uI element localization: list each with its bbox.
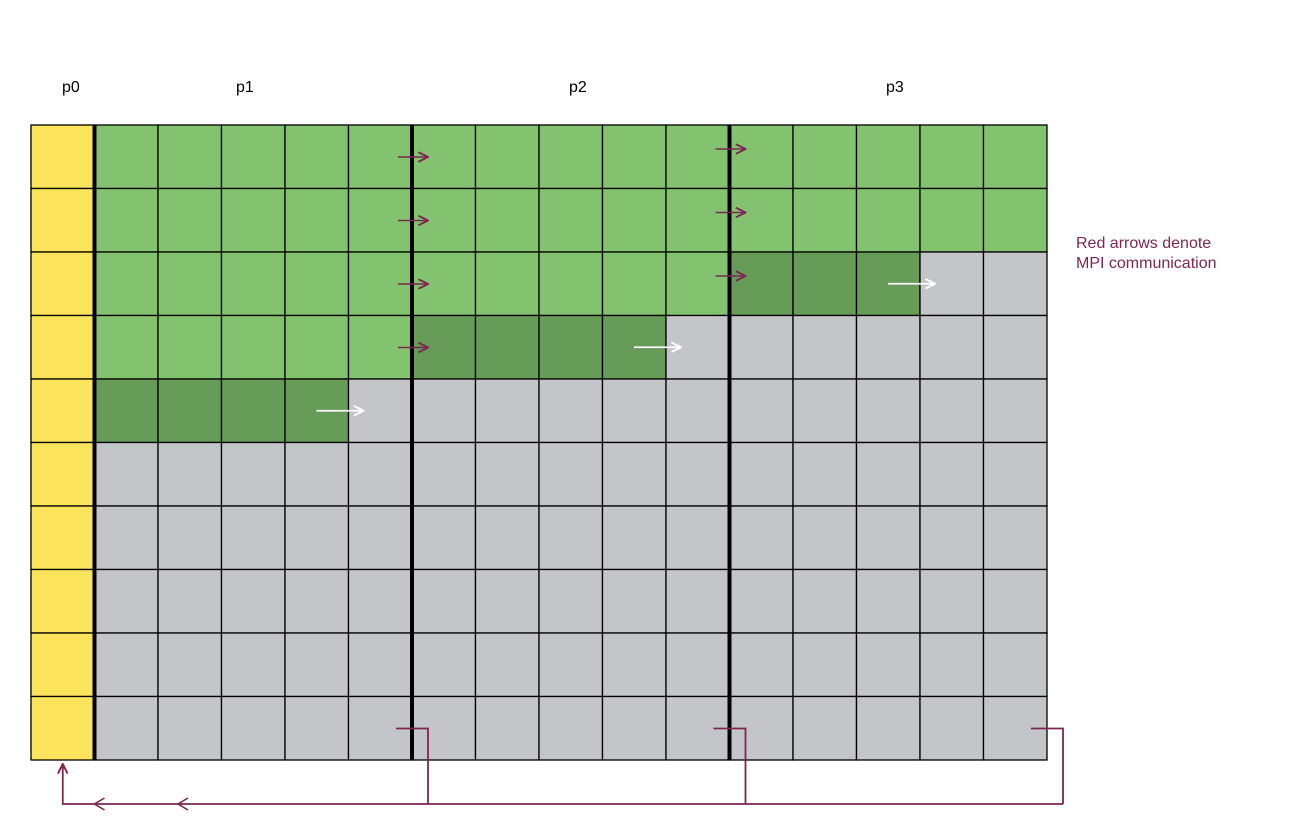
legend-line-2: MPI communication [1076,255,1217,272]
process-label-p3: p3 [886,79,904,96]
grid-cell-pending [539,379,603,443]
grid-cell-pending [349,506,413,570]
grid-cell-boundary [31,252,95,316]
grid-cell-pending [984,506,1048,570]
grid-cell-active [539,316,603,380]
grid-cell-pending [793,697,857,761]
grid-cell-pending [603,506,667,570]
grid-cell-pending [349,443,413,507]
grid-cell-computed [95,125,159,189]
grid-cell-pending [412,443,476,507]
grid-cell-computed [603,125,667,189]
grid-cell-computed [666,189,730,253]
grid-cell-pending [984,316,1048,380]
grid-cell-pending [412,506,476,570]
grid-cell-pending [920,697,984,761]
grid-cell-pending [539,570,603,634]
grid-cell-computed [158,252,222,316]
grid-cell-computed [793,189,857,253]
grid-cell-computed [476,125,540,189]
grid-cell-computed [920,125,984,189]
grid-cell-pending [603,633,667,697]
grid-cell-pending [285,506,349,570]
wrap-bus-wire [63,764,1063,804]
grid-cell-boundary [31,443,95,507]
grid-cell-pending [412,633,476,697]
grid-cell-computed [603,189,667,253]
grid-cell-pending [793,633,857,697]
grid-cell-pending [666,633,730,697]
grid-cell-pending [285,570,349,634]
grid-cell-pending [95,443,159,507]
grid-cell-computed [539,252,603,316]
legend-line-1: Red arrows denote [1076,235,1212,252]
grid-cell-computed [539,189,603,253]
grid-cell-pending [285,633,349,697]
grid-cell-pending [476,443,540,507]
grid-cell-pending [222,443,286,507]
grid-cell-pending [857,697,921,761]
grid-cell-boundary [31,570,95,634]
grid-cell-pending [603,570,667,634]
grid-cell-pending [95,570,159,634]
process-label-p1: p1 [236,79,254,96]
grid-cell-computed [222,189,286,253]
grid-cell-pending [158,633,222,697]
grid-cell-pending [158,697,222,761]
grid-cell-computed [476,189,540,253]
grid-cell-computed [222,125,286,189]
grid-cell-pending [539,443,603,507]
grid-cell-computed [730,125,794,189]
grid-cell-pending [158,443,222,507]
grid-cell-pending [476,697,540,761]
grid-cell-pending [349,570,413,634]
grid-cell-computed [539,125,603,189]
grid-cell-computed [603,252,667,316]
grid-cell-pending [857,633,921,697]
grid-cell-computed [95,316,159,380]
grid-cell-pending [222,633,286,697]
grid-cell-pending [222,697,286,761]
grid-cell-pending [857,443,921,507]
grid-cell-computed [158,125,222,189]
grid-cell-pending [95,633,159,697]
grid-cell-computed [984,189,1048,253]
grid-cell-pending [285,443,349,507]
grid-cell-active [730,252,794,316]
grid-cell-pending [920,443,984,507]
grid-cell-pending [920,570,984,634]
grid-cell-computed [95,252,159,316]
grid-cell-computed [285,125,349,189]
grid-cell-active [476,316,540,380]
grid-cell-computed [666,252,730,316]
grid-cell-pending [158,506,222,570]
grid-cell-pending [730,316,794,380]
grid-cell-pending [539,697,603,761]
grid-cell-computed [285,316,349,380]
grid-cell-pending [539,506,603,570]
grid-cell-pending [920,506,984,570]
process-label-p0: p0 [62,79,80,96]
grid-cell-pending [857,316,921,380]
grid-cell-computed [285,189,349,253]
grid-cell-computed [222,252,286,316]
legend [1076,235,1217,272]
grid-cell-pending [984,443,1048,507]
grid-cell-computed [793,125,857,189]
grid-cell-pending [476,379,540,443]
grid-cell-pending [222,506,286,570]
grid-cell-pending [666,379,730,443]
grid-cell-pending [984,252,1048,316]
grid-cell-computed [222,316,286,380]
grid-cell-computed [95,189,159,253]
grid-cell-pending [793,316,857,380]
grid-cell-boundary [31,633,95,697]
grid-cell-pending [857,570,921,634]
grid-cell-pending [349,633,413,697]
grid-cell-computed [158,189,222,253]
grid-cell-pending [285,697,349,761]
grid-cell-pending [920,379,984,443]
grid-cell-computed [857,189,921,253]
grid-cell-pending [222,570,286,634]
grid-cell-computed [730,189,794,253]
grid-cell-pending [476,570,540,634]
grid-cell-pending [666,443,730,507]
grid-cell-boundary [31,189,95,253]
grid-cell-pending [984,379,1048,443]
grid-cell-pending [95,697,159,761]
grid-cell-active [95,379,159,443]
grid-cell-pending [95,506,159,570]
grid-cell-pending [793,379,857,443]
grid-cell-pending [857,506,921,570]
grid-cell-boundary [31,697,95,761]
grid-cell-boundary [31,379,95,443]
grid-cell-pending [730,506,794,570]
grid-cell-pending [857,379,921,443]
grid-cell-computed [920,189,984,253]
grid-cell-computed [857,125,921,189]
grid-cell-computed [476,252,540,316]
grid-cell-pending [793,570,857,634]
grid-cell-pending [793,506,857,570]
grid-cells [31,125,1047,760]
grid-cell-active [793,252,857,316]
grid-cell-computed [666,125,730,189]
grid-cell-active [158,379,222,443]
grid-cell-pending [476,633,540,697]
process-label-p2: p2 [569,79,587,96]
grid-cell-computed [158,316,222,380]
grid-cell-pending [603,697,667,761]
grid-cell-pending [984,570,1048,634]
grid-cell-computed [285,252,349,316]
grid-cell-pending [730,379,794,443]
grid-cell-active [222,379,286,443]
grid-cell-pending [793,443,857,507]
grid-cell-pending [730,570,794,634]
grid-cell-computed [984,125,1048,189]
grid-cell-boundary [31,506,95,570]
grid-cell-pending [730,633,794,697]
process-labels [62,79,904,96]
grid-cell-pending [666,506,730,570]
grid-cell-boundary [31,316,95,380]
grid-cell-pending [730,443,794,507]
grid-cell-pending [920,633,984,697]
grid-cell-pending [412,570,476,634]
grid-cell-pending [984,633,1048,697]
grid-cell-pending [158,570,222,634]
grid-cell-pending [603,443,667,507]
grid-cell-pending [539,633,603,697]
grid-cell-pending [666,570,730,634]
grid-cell-pending [920,316,984,380]
grid-cell-pending [603,379,667,443]
grid-cell-pending [476,506,540,570]
grid-cell-boundary [31,125,95,189]
grid-cell-pending [412,379,476,443]
